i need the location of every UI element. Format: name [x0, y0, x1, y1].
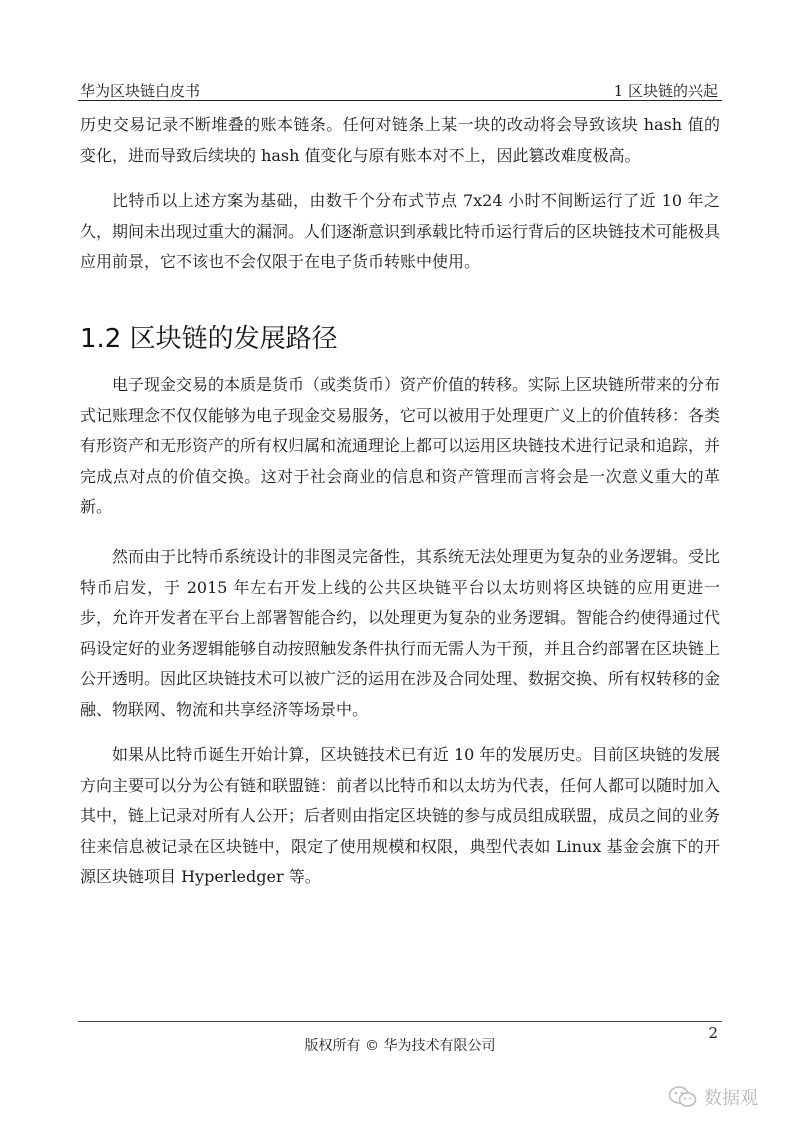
header-chapter-title: 1 区块链的兴起 [613, 82, 718, 100]
paragraph-hash-chain: 历史交易记录不断堆叠的账本链条。任何对链条上某一块的改动将会导致该块 hash 值的变化，进而导致后续块的 hash 值变化与原有账本对不上，因此篡改难度极高。 [80, 115, 720, 165]
paragraph-public-consortium: 如果从比特币诞生开始计算，区块链技术已有近 10 年的发展历史。目前区块链的发展方向主要可以分为公有链和联盟链：前者以比特币和以太坊为代表，任何人都可以随时加入其中，链上记录对所有人公开；后者则由指定区块链的参与成员组成联盟，成员之间的业务往来信息被记录在区块链中，限定了使用规模和权限，典型代表如 Linux 基金会旗下的开源区块链项目 Hyperledger 等。 [80, 745, 721, 886]
watermark [668, 1084, 758, 1110]
watermark-text: 数据观 [704, 1088, 758, 1109]
header-divider [78, 100, 722, 101]
header-doc-title: 华为区块链白皮书 [80, 82, 201, 100]
page-number: 2 [708, 1024, 718, 1042]
paragraph-bitcoin-basis: 比特币以上述方案为基础，由数千个分布式节点 7x24 小时不间断运行了近 10 年之久，期间未出现过重大的漏洞。人们逐渐意识到承载比特币运行背后的区块链技术可能极具应用前景，它不该也不会仅限于在电子货币转账中使用。 [80, 191, 721, 271]
paragraph-smart-contracts: 然而由于比特币系统设计的非图灵完备性，其系统无法处理更为复杂的业务逻辑。受比特币启发，于 2015 年左右开发上线的公共区块链平台以太坊则将区块链的应用更进一步，允许开发者在平台上部署智能合约，以处理更为复杂的业务逻辑。智能合约使得通过代码设定好的业务逻辑能够自动按照触发条件执行而无需人为干预，并且合约部署在区块链上公开透明。因此区块链技术可以被广泛的运用在涉及合同处理、数据交换、所有权转移的金融、物联网、物流和共享经济等场景中。 [80, 547, 721, 719]
footer-divider [78, 1021, 722, 1022]
wechat-icon [668, 1085, 698, 1109]
copyright-notice: 版权所有 © 华为技术有限公司 [304, 1038, 496, 1054]
paragraph-value-transfer: 电子现金交易的本质是货币（或类货币）资产价值的转移。实际上区块链所带来的分布式记账理念不仅仅能够为电子现金交易服务，它可以被用于处理更广义上的价值转移：各类有形资产和无形资产的所有权归属和流通理论上都可以运用区块链技术进行记录和追踪，并完成点对点的价值交换。这对于社会商业的信息和资产管理而言将会是一次意义重大的革新。 [80, 375, 721, 516]
section-title: 1.2 区块链的发展路径 [80, 324, 338, 354]
